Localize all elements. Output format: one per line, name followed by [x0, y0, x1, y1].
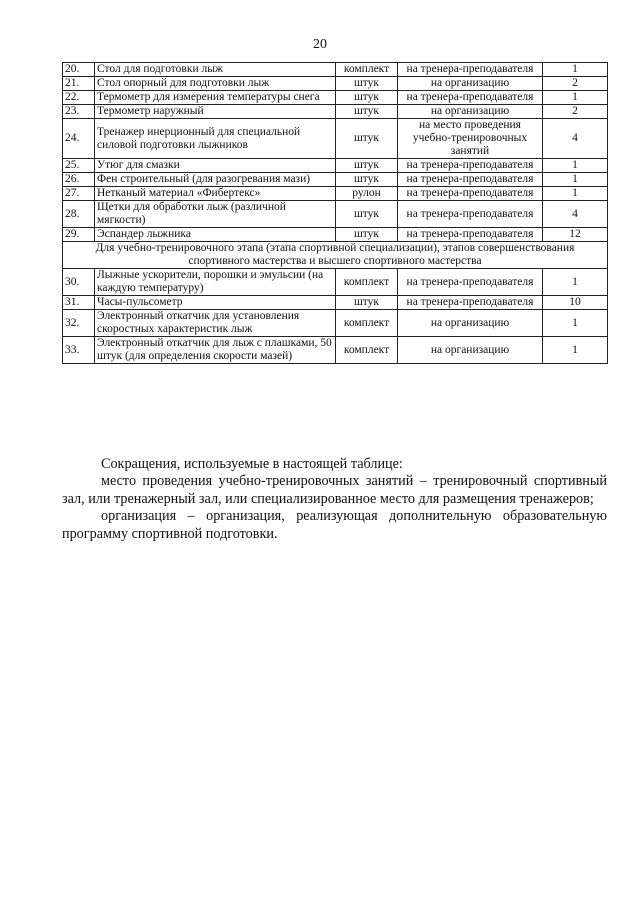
quantity: 1 — [543, 187, 608, 201]
row-number: 21. — [63, 77, 95, 91]
table-row — [63, 187, 608, 201]
row-number: 33. — [63, 337, 95, 364]
row-number: 24. — [63, 119, 95, 159]
section-heading-row — [63, 242, 608, 269]
equipment-name: Стол опорный для подготовки лыж — [95, 77, 336, 91]
unit-of-measure: комплект — [336, 310, 398, 337]
table-row — [63, 159, 608, 173]
quantity: 1 — [543, 337, 608, 364]
quantity: 1 — [543, 63, 608, 77]
calculation-unit: на тренера-преподавателя — [398, 228, 543, 242]
row-number: 25. — [63, 159, 95, 173]
unit-of-measure: штук — [336, 173, 398, 187]
calculation-unit: на организацию — [398, 105, 543, 119]
row-number: 23. — [63, 105, 95, 119]
quantity: 4 — [543, 119, 608, 159]
unit-of-measure: штук — [336, 119, 398, 159]
row-number: 32. — [63, 310, 95, 337]
calculation-unit: на организацию — [398, 310, 543, 337]
quantity: 1 — [543, 173, 608, 187]
notes-paragraph-venue: место проведения учебно-тренировочных занятий – тренировочный спортивный зал, или тренажерный зал, или специализированное место для размещения тренажеров; — [62, 473, 607, 507]
quantity: 10 — [543, 296, 608, 310]
table-row — [63, 173, 608, 187]
calculation-unit: на тренера-преподавателя — [398, 63, 543, 77]
unit-of-measure: комплект — [336, 337, 398, 364]
equipment-name: Электронный откатчик для установления скоростных характеристик лыж — [95, 310, 336, 337]
section-heading: Для учебно-тренировочного этапа (этапа спортивной специализации), этапов совершенствования спортивного мастерства и высшего спортивного мастерства — [63, 242, 608, 269]
quantity: 1 — [543, 310, 608, 337]
equipment-name: Фен строительный (для разогревания мази) — [95, 173, 336, 187]
row-number: 30. — [63, 269, 95, 296]
equipment-table — [62, 62, 608, 364]
calculation-unit: на тренера-преподавателя — [398, 159, 543, 173]
quantity: 1 — [543, 159, 608, 173]
calculation-unit: на тренера-преподавателя — [398, 173, 543, 187]
unit-of-measure: комплект — [336, 269, 398, 296]
unit-of-measure: рулон — [336, 187, 398, 201]
calculation-unit: на организацию — [398, 337, 543, 364]
quantity: 1 — [543, 91, 608, 105]
unit-of-measure: штук — [336, 201, 398, 228]
calculation-unit: на тренера-преподавателя — [398, 91, 543, 105]
equipment-name: Лыжные ускорители, порошки и эмульсии (на каждую температуру) — [95, 269, 336, 296]
abbreviations-notes — [62, 456, 607, 543]
equipment-name: Термометр для измерения температуры снега — [95, 91, 336, 105]
row-number: 31. — [63, 296, 95, 310]
equipment-name: Тренажер инерционный для специальной силовой подготовки лыжников — [95, 119, 336, 159]
calculation-unit: на тренера-преподавателя — [398, 269, 543, 296]
table-row — [63, 228, 608, 242]
calculation-unit: на место проведения учебно-тренировочных занятий — [398, 119, 543, 159]
equipment-name: Нетканый материал «Фибертекс» — [95, 187, 336, 201]
page-number: 20 — [313, 37, 327, 52]
equipment-name: Эспандер лыжника — [95, 228, 336, 242]
row-number: 28. — [63, 201, 95, 228]
unit-of-measure: штук — [336, 105, 398, 119]
equipment-name: Электронный откатчик для лыж с плашками, 50 штук (для определения скорости мазей) — [95, 337, 336, 364]
equipment-name: Термометр наружный — [95, 105, 336, 119]
equipment-rows-general — [63, 63, 608, 242]
row-number: 27. — [63, 187, 95, 201]
quantity: 1 — [543, 269, 608, 296]
unit-of-measure: штук — [336, 228, 398, 242]
calculation-unit: на тренера-преподавателя — [398, 296, 543, 310]
calculation-unit: на организацию — [398, 77, 543, 91]
equipment-name: Часы-пульсометр — [95, 296, 336, 310]
calculation-unit: на тренера-преподавателя — [398, 201, 543, 228]
section-row-group — [63, 242, 608, 269]
row-number: 29. — [63, 228, 95, 242]
table-row — [63, 105, 608, 119]
table-row — [63, 77, 608, 91]
unit-of-measure: штук — [336, 159, 398, 173]
table-row — [63, 201, 608, 228]
table-row — [63, 337, 608, 364]
equipment-name: Щетки для обработки лыж (различной мягкости) — [95, 201, 336, 228]
notes-heading: Сокращения, используемые в настоящей таблице: — [101, 456, 403, 472]
table-row — [63, 269, 608, 296]
unit-of-measure: штук — [336, 91, 398, 105]
row-number: 26. — [63, 173, 95, 187]
quantity: 2 — [543, 77, 608, 91]
unit-of-measure: штук — [336, 296, 398, 310]
row-number: 20. — [63, 63, 95, 77]
table-row — [63, 63, 608, 77]
calculation-unit: на тренера-преподавателя — [398, 187, 543, 201]
table-row — [63, 296, 608, 310]
equipment-name: Утюг для смазки — [95, 159, 336, 173]
equipment-name: Стол для подготовки лыж — [95, 63, 336, 77]
table-row — [63, 91, 608, 105]
quantity: 2 — [543, 105, 608, 119]
notes-paragraph-organization: организация – организация, реализующая дополнительную образовательную программу спортивной подготовки. — [62, 508, 607, 542]
table-row — [63, 310, 608, 337]
table-row — [63, 119, 608, 159]
unit-of-measure: штук — [336, 77, 398, 91]
unit-of-measure: комплект — [336, 63, 398, 77]
equipment-rows-advanced — [63, 269, 608, 364]
quantity: 4 — [543, 201, 608, 228]
quantity: 12 — [543, 228, 608, 242]
row-number: 22. — [63, 91, 95, 105]
